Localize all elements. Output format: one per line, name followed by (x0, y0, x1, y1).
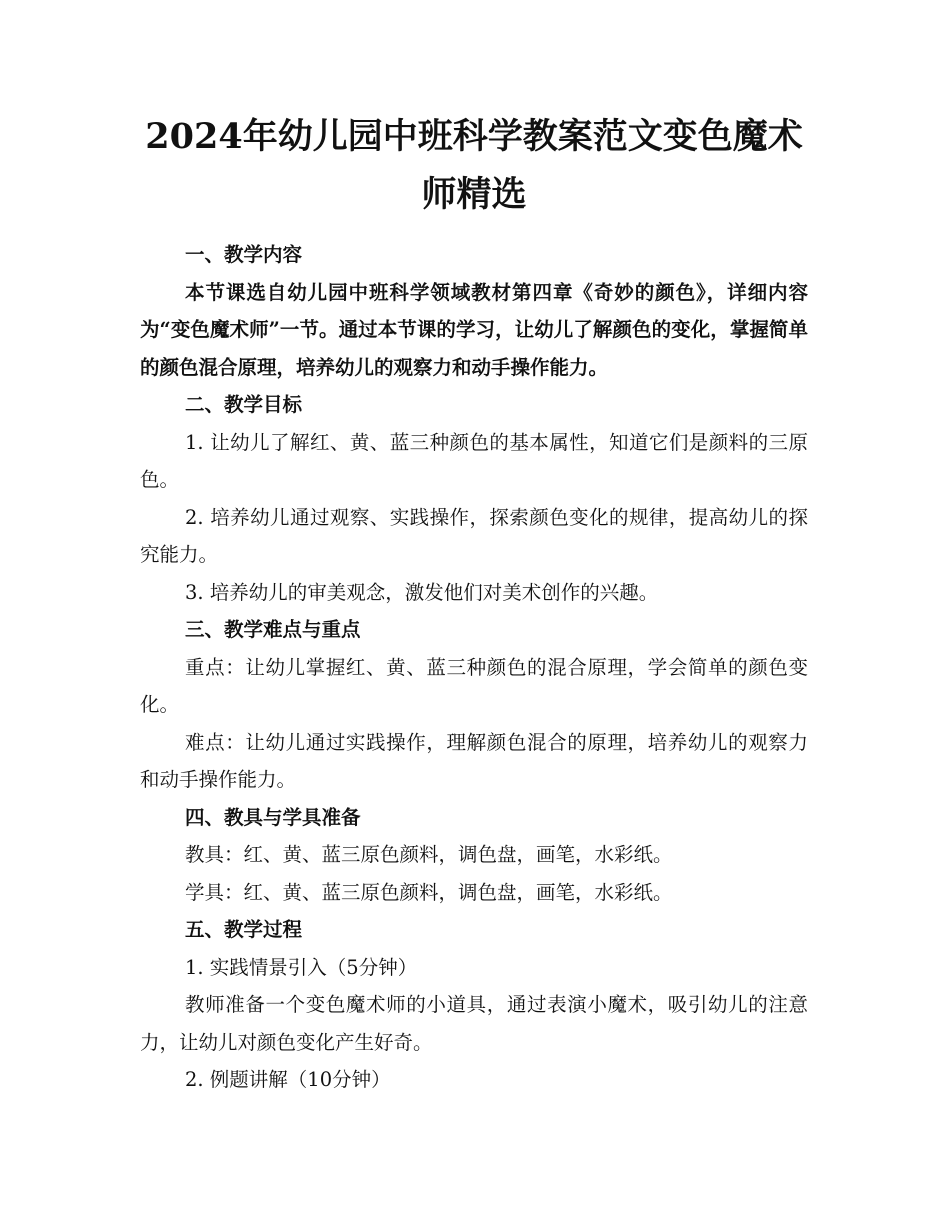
document-page (140, 108, 808, 1099)
section-heading-process: 五、教学过程 (185, 918, 303, 941)
student-materials-paragraph: 学具：红、黄、蓝三原色颜料，调色盘，画笔，水彩纸。 (185, 880, 673, 904)
difficulty-paragraph: 难点：让幼儿通过实践操作，理解颜色混合的原理，培养幼儿的观察力和动手操作能力。 (140, 730, 808, 791)
objective-item-1: 1. 让幼儿了解红、黄、蓝三种颜色的基本属性，知道它们是颜料的三原色。 (140, 430, 808, 491)
process-step-2: 2. 例题讲解（10分钟） (185, 1068, 391, 1091)
objective-item-3: 3. 培养幼儿的审美观念，激发他们对美术创作的兴趣。 (185, 580, 659, 604)
process-step-1: 1. 实践情景引入（5分钟） (185, 955, 418, 979)
content-paragraph: 本节课选自幼儿园中班科学领域教材第四章《奇妙的颜色》，详细内容为“变色魔术师”一节。通过本节课的学习，让幼儿了解颜色的变化，掌握简单的颜色混合原理，培养幼儿的观察力和动手操作能力。 (140, 280, 808, 379)
teacher-materials-paragraph: 教具：红、黄、蓝三原色颜料，调色盘，画笔，水彩纸。 (185, 843, 673, 866)
section-heading-key-points: 三、教学难点与重点 (185, 618, 361, 641)
section-heading-content: 一、教学内容 (185, 243, 303, 266)
section-heading-materials: 四、教具与学具准备 (185, 805, 361, 829)
section-heading-objectives: 二、教学目标 (185, 393, 303, 416)
document-body (140, 236, 808, 1099)
process-step-1-description: 教师准备一个变色魔术师的小道具，通过表演小魔术，吸引幼儿的注意力，让幼儿对颜色变化产生好奇。 (140, 993, 808, 1054)
document-title: 2024年幼儿园中班科学教案范文变色魔术师精选 (145, 116, 803, 215)
objective-item-2: 2. 培养幼儿通过观察、实践操作，探索颜色变化的规律，提高幼儿的探究能力。 (140, 505, 808, 566)
key-point-paragraph: 重点：让幼儿掌握红、黄、蓝三种颜色的混合原理，学会简单的颜色变化。 (140, 655, 808, 716)
